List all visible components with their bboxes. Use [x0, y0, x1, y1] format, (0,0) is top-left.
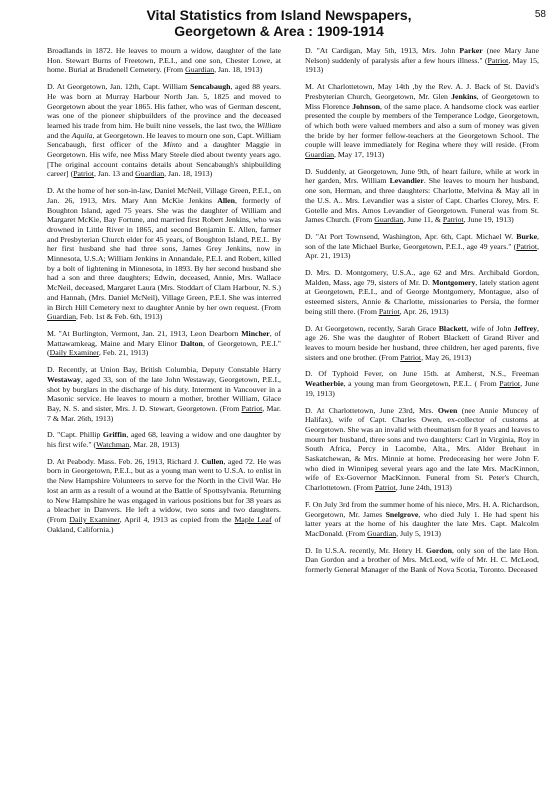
entry-text: , Feb. 21, 1913) — [98, 348, 149, 358]
entry-text: , wife of John — [466, 323, 514, 333]
entry-text: , of Georgetown, P.E.I." ( — [47, 338, 281, 358]
entry-text: D. In U.S.A. recently, Mr. Henry H. — [305, 545, 426, 555]
entry-text: . She leaves to mourn her husband, one son, Herman, and three daughters: Charlotte, Melvina & May all in the U.S. A.. Mrs. Levandier was a sister of Capt. Charles Clorey, Mrs. F. Gotelle and Mrs. Amos Levandier of Georgetown. Funeral was from St. James Church. (From — [305, 176, 539, 225]
surname-text: Parker — [459, 46, 483, 55]
entry-paragraph — [305, 546, 539, 575]
vessel-name: William — [256, 120, 281, 130]
vessel-name: Aquila — [71, 130, 93, 140]
entry-text: and the — [47, 130, 72, 140]
surname-text: Mincher — [241, 328, 270, 338]
source-citation: Patriot — [378, 306, 400, 316]
surname-text: Gordon — [425, 545, 452, 555]
page-number: 58 — [534, 9, 546, 20]
entry-paragraph — [305, 406, 539, 493]
surname-text: Burke — [516, 231, 538, 241]
entry-text: , Apr. 21, 1913) — [305, 241, 539, 261]
entry-text: , of the same place. A handsome clock was earlier presented the couple by members of the Temperance Lodge, Georgetown, of which both were valued members and also a sum of money was given the bride by her former fellow-teachers at the Georgetown School. The couple will leave immediately for Regina where they will reside. (From — [305, 101, 540, 150]
entry-text: M. "At Burlington, Vermont, Jan. 21, 1913, Leon Dearborn — [47, 328, 242, 338]
entry-text: D. "At Port Townsend, Washington, Apr. 6th, Capt. Michael W. — [305, 231, 517, 241]
entry-text: , age 26. She was the daughter of Robert Blackett of Grand River and leaves to mourn beside her husband, three children, her aged parents, five sisters and one brother. (From — [305, 323, 539, 362]
entry-text: , June 19, 1913) — [305, 379, 539, 398]
source-citation: Patriot — [374, 483, 396, 493]
surname-text: Allen — [217, 195, 235, 205]
surname-text: Jenkins — [451, 91, 477, 101]
surname-text: Weatherbie — [305, 379, 344, 389]
entry-text: , who died July 1. He had spent his latter years at the home of his daughter the late Mrs. Capt. Malcolm MacDonald. (From — [305, 509, 539, 538]
entry-paragraph — [305, 167, 539, 225]
entry-text: , Apr. 26, 1913) — [399, 306, 449, 316]
surname-text: Snelgrove — [385, 509, 419, 519]
entry-text: D. At Georgetown, Jan. 12th, Capt. William — [47, 82, 191, 92]
source-citation: Daily Examiner — [49, 348, 99, 358]
entry-text: , Mar. 28, 1913) — [129, 440, 180, 450]
entry-text: (nee Annie Muncey of Halifax), wife of Capt. Charles Owen, ex-collector of customs at Georgetown. She was an invalid with rheumatism for 8 years and leaves to mourn her husband, three sons and two daughters: Carl in Virginia, Roy in South Africa, Percy in Lacombe, Alta., Mrs. Alder Brehaut in Saskatchewan, & Mrs. Minnie at home. Predeceasing her were John F. who died in Winnipeg several years ago and the late Mrs. MacKinnon, wife of Ex-Governor MacKinnon. Funeral from St. Peter's Church, Charlottetown. (From — [305, 405, 539, 493]
entry-text: Broadlands in 1872. He leaves to mourn a widow, daughter of the late Hon. Stewart Burns of Freetown, P.E.I., and one son, Chester Lowe, at home. Burial at Brudenell Cemetery. (From — [47, 46, 281, 75]
source-citation: Patriot — [516, 241, 538, 251]
left-column — [47, 46, 281, 541]
entry-text: , June 19, 1913) — [463, 215, 514, 225]
surname-text: Jeffrey — [513, 323, 538, 333]
right-column — [305, 46, 539, 582]
entry-text: D. At Charlottetown, June 23rd, Mrs. — [305, 405, 438, 415]
page-title-line-1: Vital Statistics from Island Newspapers, — [146, 7, 412, 23]
entry-text: , Feb. 1st & Feb. 6th, 1913) — [76, 312, 163, 322]
surname-text: Johnson — [352, 101, 380, 111]
surname-text: Levandier — [389, 176, 424, 186]
source-citation: Guardian — [135, 169, 165, 179]
entry-text: , Jan. 18, 1913) — [164, 169, 213, 179]
source-citation: Patriot — [499, 379, 521, 389]
entry-text: , June 11, & — [403, 215, 443, 225]
entry-paragraph — [47, 365, 281, 423]
page-title-line-2: Georgetown & Area : 1909-1914 — [174, 23, 384, 39]
entry-paragraph — [305, 268, 539, 317]
entry-text: , aged 72. He was born in Georgetown, P.E.I., but as a young man went to U.S.A. to enlist in the New Hampshire Volunteers to serve for the North in the Civil War. He lost an arm as a result of a wound at the Battle of Spottsylvania. Returning to New Hampshire he was engaged in various positions but for 38 years as a bleacher in Danvers. He left a widow, two sons and two daughters. (From — [47, 456, 281, 524]
entry-paragraph — [305, 46, 539, 75]
entry-paragraph — [47, 329, 281, 358]
entry-text: , Jan. 13 and — [93, 169, 136, 179]
entry-paragraph — [47, 82, 281, 179]
entry-text: (nee Mary Jane Nelson) suddenly of paralysis after a few hours illness." ( — [305, 46, 539, 65]
vessel-name: Minto — [163, 140, 182, 150]
entry-paragraph — [47, 46, 281, 75]
entry-paragraph — [47, 430, 281, 449]
entry-text: , of Georgetown to Miss Florence — [305, 91, 539, 111]
entry-text: and a daughter Maggie in Georgetown. His wife, nee Miss Mary Steele died about twenty years ago. [The original account contains details about Sencabaugh's shipbuilding career] ( — [47, 140, 281, 179]
entry-text: D. Recently, at Union Bay, British Columbia, Deputy Constable Harry — [47, 365, 281, 375]
surname-text: Blackett — [438, 323, 467, 333]
surname-text: Owen — [437, 405, 458, 415]
entry-text: , May 26, 1913) — [421, 352, 472, 362]
entry-text: , April 4, 1913 as copied from the — [119, 514, 235, 524]
entry-text: , of Mattawamkeag, Maine and Mary Elinor — [47, 328, 281, 348]
entry-paragraph — [47, 457, 281, 535]
entry-text: M. At Charlottetown, May 14th ,by the Rev. A. J. Back of St. David's Presbyterian Church, Georgetown, Mr. Glen — [305, 82, 539, 101]
source-citation: Patriot — [487, 55, 509, 65]
surname-text: Griffin — [102, 430, 127, 440]
entry-text: D. "Capt. Phillip — [47, 430, 103, 440]
source-citation: Patriot — [241, 403, 263, 413]
entry-text: D. At Peabody. Mass. Feb. 26, 1913, Richard J. — [47, 456, 202, 466]
source-citation: Patriot — [73, 169, 94, 179]
entry-text: D. At Georgetown, recently, Sarah Grace — [305, 323, 439, 333]
entry-text: D. Of Typhoid Fever, on June 15th. at Amherst, N.S., Freeman — [305, 369, 539, 379]
entry-text: D. Mrs. D. Montgomery, U.S.A., age 62 and Mrs. Archibald Gordon, Malden, Mass, age 79, sisters of Mr. D. — [305, 268, 539, 287]
entry-paragraph — [305, 324, 539, 363]
entry-paragraph — [305, 232, 539, 261]
entry-text: of Oakland, California.) — [47, 514, 281, 534]
entry-text: D. Suddenly, at Georgetown, June 9th, of heart failure, while at work in her garden, Mrs. William — [305, 166, 539, 186]
page-title — [0, 7, 558, 39]
entry-text: , aged 33, son of the late John Westaway, Georgetown, P.E.I., shot by burglars in the discharge of his duty. Interment in Vancouver in a Masonic service. He leaves to mourn a mother, brother William, Glace Bay, N. S. and sister, Mrs. J. D. Stewart, Georgetown. (From — [47, 374, 281, 413]
source-citation: Watchman — [96, 440, 130, 450]
entry-text: D. At the home of her son-in-law, Daniel McNeil, Village Green, P.E.I., on Jan. 26, 1913, Mrs. Mary Ann McKie Jenkins — [47, 186, 281, 205]
surname-text: Westaway — [47, 374, 81, 384]
entry-text: , July 5, 1913) — [396, 528, 442, 538]
entry-text: , May 17, 1913) — [334, 150, 385, 160]
entry-text: , June 24th, 1913) — [395, 483, 452, 493]
entry-text: , May 15, 1913) — [305, 55, 539, 75]
entry-text: , aged 88 years. He was born at Murray Harbour North Jan. 5, 1825 and moved to Georgetown about the year 1865. His father, who was of German descent, was one of the pioneer shipbuilders of the province and the deceased learned his trade from him. He built nine vessels, the last two, the — [47, 82, 281, 130]
surname-text: Sencabaugh — [190, 82, 231, 92]
entry-text: , lately station agent at Georgetown, P.E.I., and of George Montgomery, Montague, also of esteemed sisters, Annie & Charlotte, missionaries to Persia, the former being still there. (From — [305, 277, 539, 316]
source-citation: Daily Examiner — [69, 514, 120, 524]
entry-text: D. "At Cardigan, May 5th, 1913, Mrs. John — [305, 46, 460, 55]
entry-paragraph — [305, 500, 539, 539]
surname-text: Montgomery — [432, 277, 476, 287]
entry-text: , aged 68, leaving a widow and one daughter by his first wife." ( — [47, 430, 281, 450]
article-columns — [0, 46, 558, 800]
entry-text: , at Georgetown. He leaves to mourn one son, Capt. William Sencabaugh, first officer of the — [47, 130, 281, 150]
entry-paragraph — [47, 186, 281, 322]
source-citation: Guardian — [367, 528, 397, 538]
entry-paragraph — [305, 82, 539, 160]
source-citation: Guardian — [47, 312, 77, 322]
entry-text: , a young man from Georgetown, P.E.I.. ( From — [343, 379, 500, 389]
entry-text: , formerly of Boughton Island, aged 75 years. She was the daughter of William and Margaret McKie, Bay Fortune, and married first Robert Jenkins, who was drowned in Little River in 1865, and second Benjamin E. Allen, farmer and Presbyterian Church elder for 45 years, of Boughton Island, P.E.I.. By her first husband she had three sons, James Grey Jenkins, now in Minnesota, U.S.A; William Jenkins in Annandale, P.E.I. and Robert, killed by a bolt of lightening in Minnesota, in 1893. By her second husband she had a son and three daughters; Edwin, deceased, Annie, Mrs. Wallace McNeil, deceased, Margaret Laura (Mrs. Stoddart of Clam Harbour, N. S.) and Hannah, (Mrs. Daniel McNeil), Village Green, P.E.I. She was interred in Birch Hill Cemetery next to daughter Annie by her own request. (From — [47, 195, 281, 312]
source-citation: Patriot — [400, 352, 422, 362]
surname-text: Cullen — [201, 456, 224, 466]
entry-text: , Jan. 18, 1913) — [214, 65, 263, 75]
source-citation: Guardian — [305, 150, 335, 160]
source-citation: Guardian — [374, 215, 404, 225]
entry-text: , son of the late Michael Burke, Georgetown, P.E.I., age 49 years." ( — [305, 231, 539, 251]
entry-paragraph — [305, 369, 539, 398]
surname-text: Dalton — [180, 338, 203, 348]
entry-text: , Mar. 7 & Mar. 26th, 1913) — [47, 403, 281, 423]
source-citation: Maple Leaf — [234, 514, 272, 524]
entry-text: , only son of the late Hon. Dan Gordon and a brother of Mrs. McLeod, wife of Mr. H. C. McLeod, formerly General Manager of the Bank of Nova Scotia, Toronto. Deceased — [305, 545, 539, 575]
source-citation: Guardian — [185, 65, 215, 75]
entry-text: F. On July 3rd from the summer home of his niece, Mrs. H. A. Richardson, Georgetown, Mr. James — [305, 499, 539, 519]
source-citation: Patriot — [442, 215, 464, 225]
